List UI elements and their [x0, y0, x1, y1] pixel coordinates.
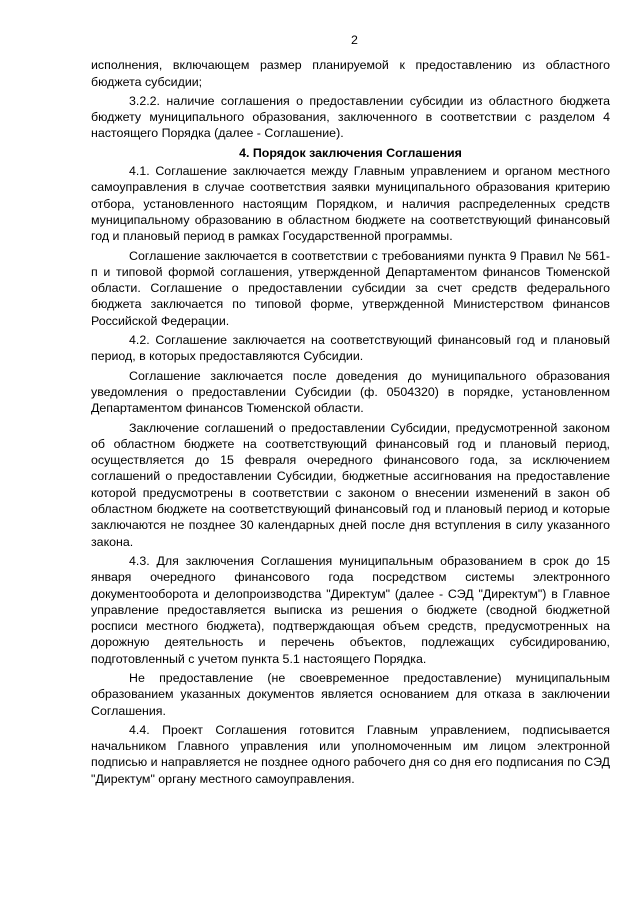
paragraph-4-1-requirements: Соглашение заключается в соответствии с требованиями пункта 9 Правил № 561-п и типовой формой соглашения, утвержденной Департаментом финансов Тюменской области. Соглашение о предоставлении субсидии за счет средств федерального бюджета заключается по типовой форме, утвержденной Министерством финансов Российской Федерации.: [91, 248, 610, 328]
paragraph-4-1: 4.1. Соглашение заключается между Главным управлением и органом местного самоуправления в случае соответствия заявки муниципального образования критерию отбора, установленного настоящим Порядком, и наличия распределенных средств муниципальному образованию в областном бюджете на соответствующий финансовый год и плановый период в рамках Государственной программы.: [91, 164, 610, 244]
paragraph-continuation: исполнения, включающем размер планируемой к предоставлению из областного бюджета субсидии;: [91, 58, 610, 89]
section-heading: 4. Порядок заключения Соглашения: [239, 145, 462, 160]
paragraph-4-2: 4.2. Соглашение заключается на соответствующий финансовый год и плановый период, в которых предоставляются Субсидии.: [91, 333, 610, 364]
paragraph-4-4: 4.4. Проект Соглашения готовится Главным управлением, подписывается начальником Главного управления или уполномоченным им лицом электронной подписью и направляется не позднее одного рабочего дня со дня его подписания по СЭД "Директум" органу местного самоуправления.: [91, 722, 610, 786]
paragraph-3-2-2: 3.2.2. наличие соглашения о предоставлении субсидии из областного бюджета бюджету муниципального образования, заключенного в соответствии с разделом 4 настоящего Порядка (далее - Соглашение).: [91, 93, 610, 141]
page-number: 2: [351, 33, 358, 47]
paragraph-4-2-deadline: Заключение соглашений о предоставлении Субсидии, предусмотренной законом об областном бюджете на соответствующий финансовый год и плановый период, осуществляется до 15 февраля очередного финансового года, за исключением соглашений о предоставлении Субсидии, бюджетные ассигнования на предоставление которой предусмотрены в соответствии с законом о внесении изменений в закон об областном бюджете на соответствующий финансовый год и плановый период и которые заключаются не позднее 30 календарных дней после дня вступления в силу указанного закона.: [91, 420, 610, 549]
paragraph-4-2-notification: Соглашение заключается после доведения до муниципального образования уведомления о предоставлении Субсидии (ф. 0504320) в порядке, установленном Департаментом финансов Тюменской области.: [91, 368, 610, 416]
paragraph-4-3: 4.3. Для заключения Соглашения муниципальным образованием в срок до 15 января очередного финансового года посредством системы электронного документооборота и делопроизводства "Директум" (далее - СЭД "Директум") в Главное управление предоставляется выписка из решения о бюджете (сводной бюджетной росписи местного бюджета), подтверждающая объем средств, предусмотренных на дорожную деятельность и перечень объектов, подлежащих субсидированию, подготовленный с учетом пункта 5.1 настоящего Порядка.: [91, 553, 610, 666]
paragraph-4-3-refusal: Не предоставление (не своевременное предоставление) муниципальным образованием указанных документов является основанием для отказа в заключении Соглашения.: [91, 670, 610, 718]
